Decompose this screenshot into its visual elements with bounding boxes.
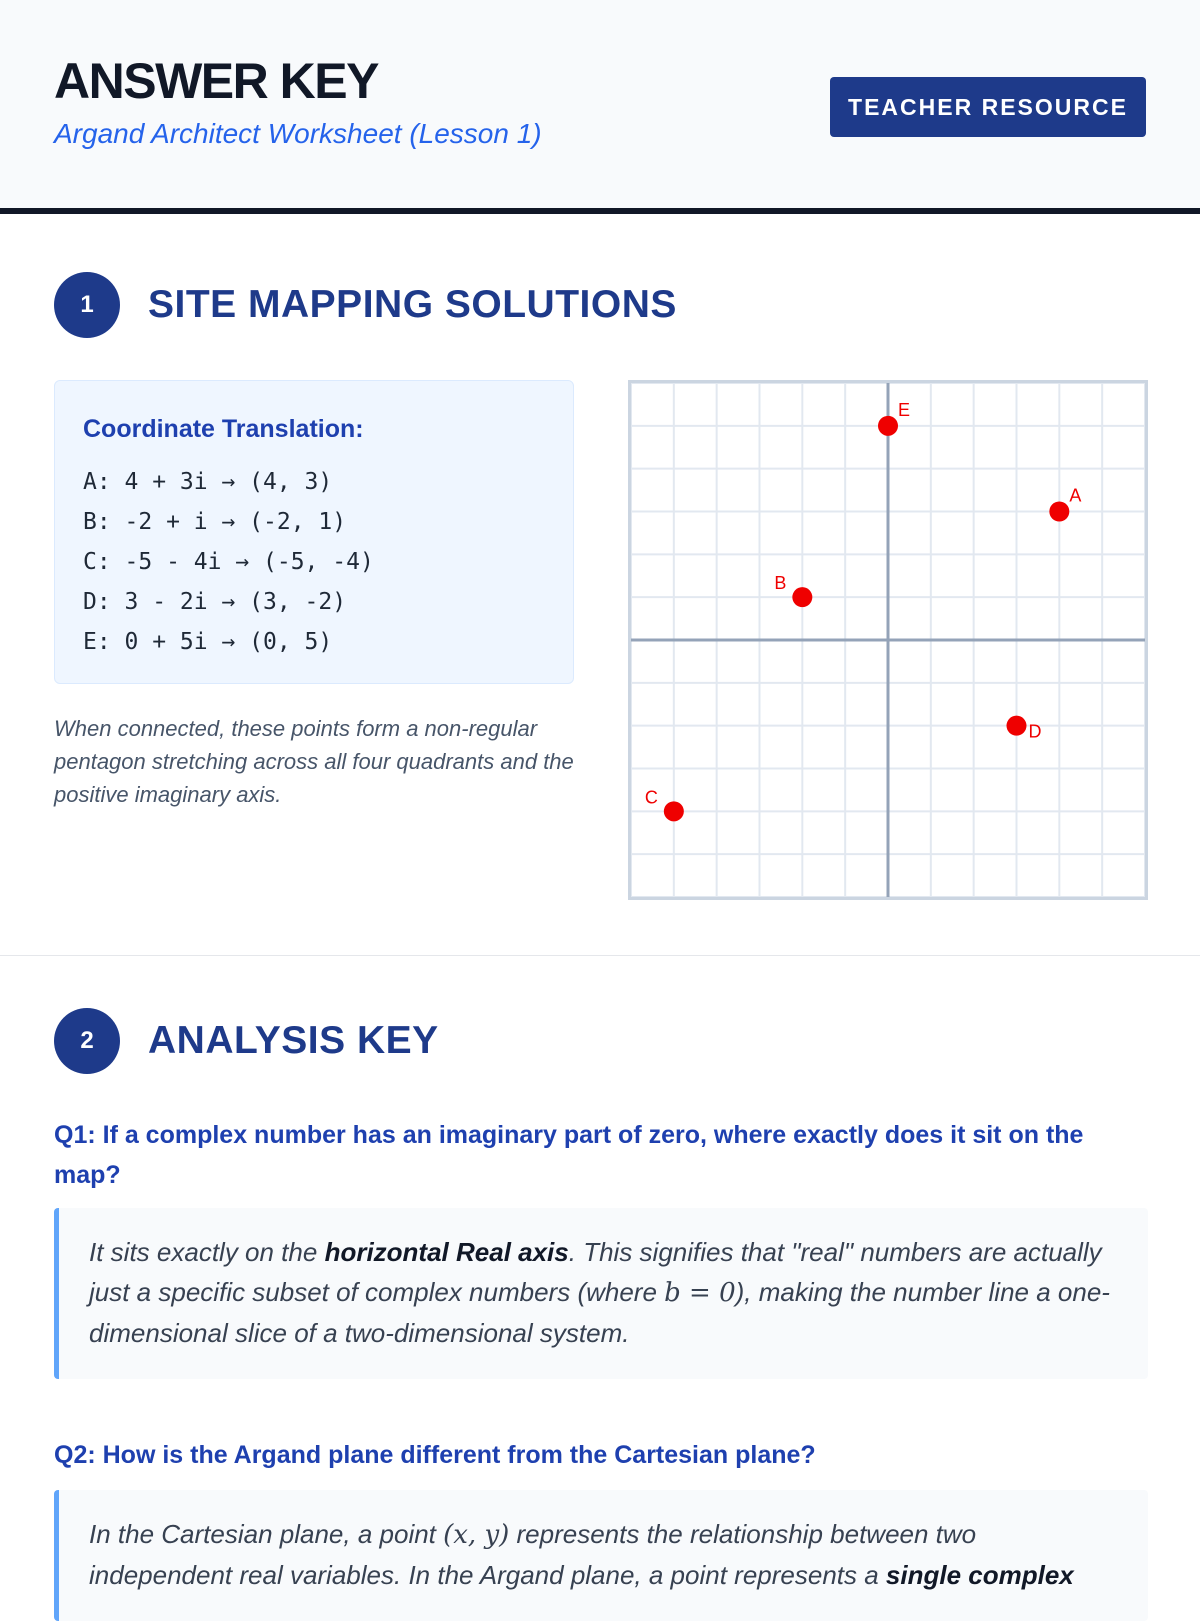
question-1: Q1: If a complex number has an imaginary part of zero, where exactly does it sit on the map? — [54, 1121, 1084, 1189]
coordinate-line-d: D: 3 - 2i → (3, -2) — [83, 589, 347, 615]
point-label-a: A — [1069, 485, 1082, 506]
point-e — [878, 416, 898, 436]
answer-1-text: It sits exactly on the — [89, 1237, 325, 1267]
argand-plot-svg — [631, 383, 1145, 897]
teacher-resource-badge: TEACHER RESOURCE — [830, 77, 1146, 137]
header — [0, 0, 1200, 214]
coordinate-line-c: C: -5 - 4i → (-5, -4) — [83, 549, 374, 575]
coordinate-line-a: A: 4 + 3i → (4, 3) — [83, 469, 333, 495]
point-label-c: C — [644, 787, 658, 808]
point-c — [664, 801, 684, 821]
section-number-badge: 1 — [54, 272, 120, 338]
answer-1 — [54, 1208, 1148, 1379]
answer-1-emphasis: horizontal Real axis — [324, 1237, 569, 1267]
page-title: ANSWER KEY — [54, 53, 378, 109]
answer-2-math: (x, y) — [443, 1520, 510, 1550]
point-label-d: D — [1028, 721, 1042, 742]
page-subtitle: Argand Architect Worksheet (Lesson 1) — [54, 118, 542, 149]
coordinate-translation-box — [54, 380, 574, 684]
argand-plot — [628, 380, 1148, 900]
question-2: Q2: How is the Argand plane different from the Cartesian plane? — [54, 1441, 816, 1469]
coordinate-box-title: Coordinate Translation: — [83, 415, 364, 443]
section-title: ANALYSIS KEY — [148, 1019, 439, 1062]
answer-2-text: In the Cartesian plane, a point — [89, 1519, 444, 1549]
answer-2 — [54, 1490, 1148, 1621]
coordinate-line-e: E: 0 + 5i → (0, 5) — [83, 629, 333, 655]
point-label-e: E — [898, 399, 911, 420]
coordinate-line-b: B: -2 + i → (-2, 1) — [83, 509, 347, 535]
section-divider — [0, 955, 1200, 956]
section-2-header — [54, 1008, 439, 1074]
section-title: SITE MAPPING SOLUTIONS — [148, 283, 677, 326]
section-number-badge: 2 — [54, 1008, 120, 1074]
pentagon-note: When connected, these points form a non-regular pentagon stretching across all four quadrants and the positive imaginary axis. — [54, 716, 574, 807]
point-label-b: B — [774, 573, 787, 594]
answer-2-text: represents the relationship between two independent real variables. In the Argand plane, a point represents a — [89, 1519, 977, 1590]
answer-1-text: ), making the number line a one-dimensional slice of a two-dimensional system. — [89, 1277, 1110, 1348]
section-1-header — [54, 272, 677, 338]
point-a — [1049, 502, 1069, 522]
point-b — [792, 587, 812, 607]
answer-1-text: . This signifies that "real" numbers are actually just a specific subset of complex numbers (where — [89, 1237, 1102, 1307]
answer-1-math: b = 0 — [664, 1278, 736, 1308]
answer-2-emphasis: single complex — [885, 1560, 1074, 1590]
point-d — [1007, 716, 1027, 736]
